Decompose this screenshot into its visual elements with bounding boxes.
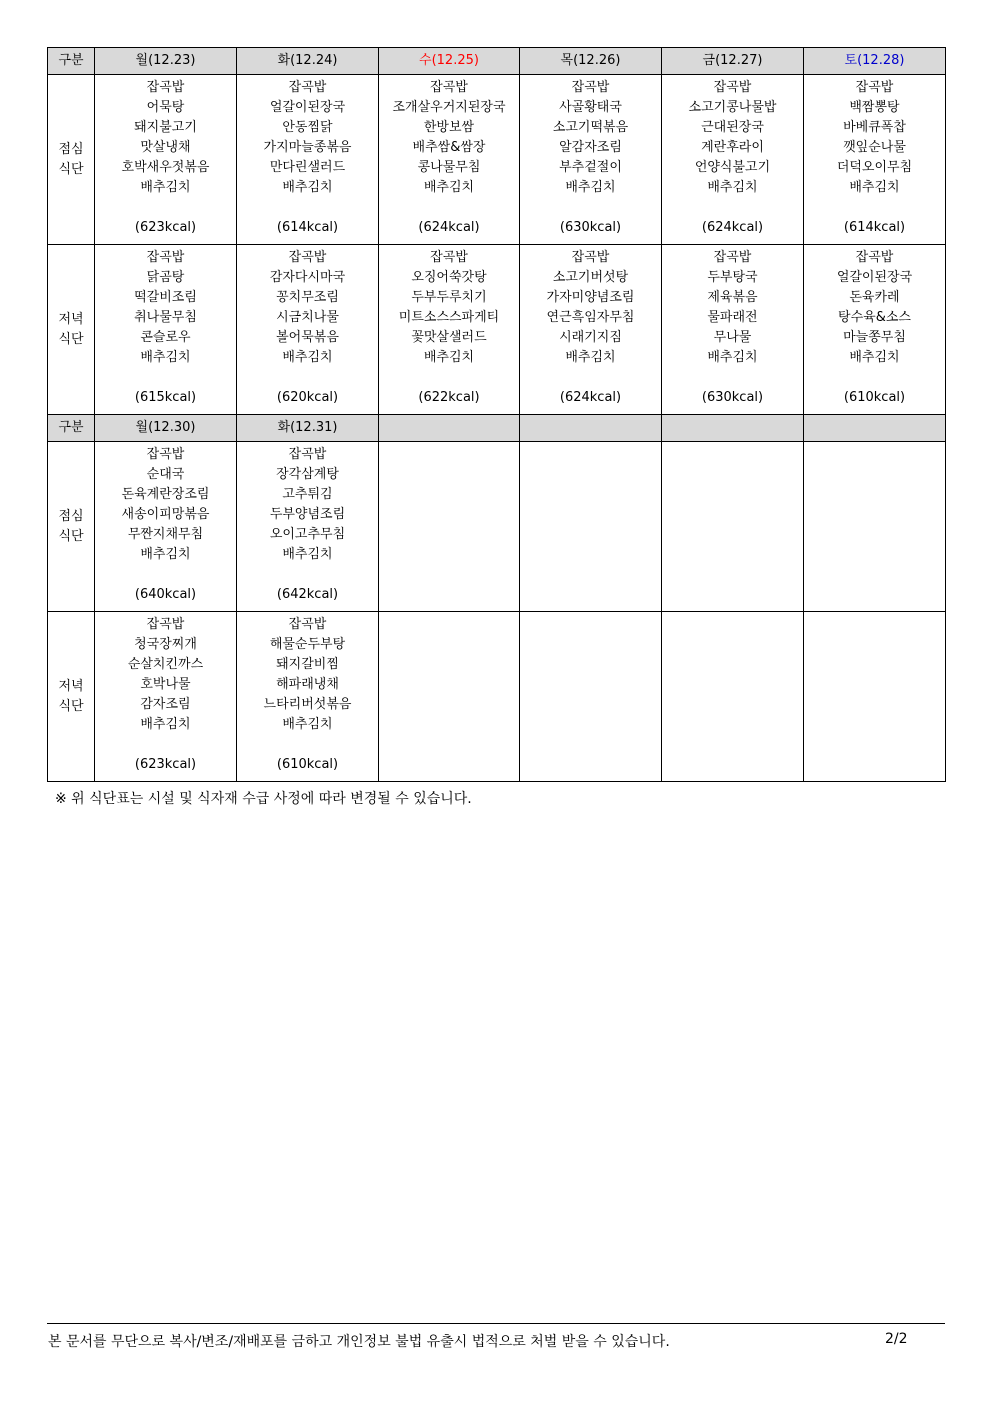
menu-item: 바베큐폭찹 <box>843 120 906 135</box>
dinner-menu-cell <box>379 245 520 415</box>
lunch-row <box>48 442 946 612</box>
lunch-menu-cell <box>804 75 946 245</box>
dinner-row <box>48 612 946 782</box>
menu-item: 물파래전 <box>707 310 758 325</box>
menu-item: 돈육계란장조림 <box>121 487 210 502</box>
menu-item: 잡곡밥 <box>430 250 468 265</box>
menu-item: 새송이피망볶음 <box>121 507 210 522</box>
header-label: 구분 <box>48 48 95 75</box>
menu-item: 배추김치 <box>849 180 900 195</box>
menu-item: 배추김치 <box>140 350 191 365</box>
menu-item: 떡갈비조림 <box>134 290 197 305</box>
footer-divider <box>47 1323 945 1324</box>
calorie-count: (640kcal) <box>134 587 197 602</box>
menu-item: 잡곡밥 <box>288 617 327 632</box>
menu-item: 무짠지채무침 <box>127 527 204 542</box>
calorie-count: (630kcal) <box>701 390 764 405</box>
calorie-count: (622kcal) <box>418 390 480 405</box>
menu-item: 돼지갈비찜 <box>276 657 339 672</box>
menu-item: 백짬뽕탕 <box>849 100 900 115</box>
day-date: 월(12.30) <box>95 415 237 442</box>
menu-item: 꽃맛살샐러드 <box>411 330 487 345</box>
day-date: 화(12.24) <box>237 48 379 75</box>
dinner-menu-cell <box>379 612 520 782</box>
day-date: 화(12.31) <box>237 415 379 442</box>
dinner-label-line: 저녁 <box>58 678 84 694</box>
menu-item: 배추김치 <box>707 350 758 365</box>
menu-item: 잡곡밥 <box>288 250 327 265</box>
day-date: 목(12.26) <box>520 48 662 75</box>
lunch-label-line: 식단 <box>58 161 84 177</box>
menu-item: 마늘쫑무침 <box>843 330 906 345</box>
day-date: 월(12.23) <box>95 48 237 75</box>
menu-item: 가지마늘종볶음 <box>263 140 352 155</box>
lunch-menu-cell <box>520 75 662 245</box>
menu-item: 잡곡밥 <box>713 80 752 95</box>
dinner-menu-cell <box>237 245 379 415</box>
calorie-count: (610kcal) <box>276 757 339 772</box>
menu-item: 고추튀김 <box>282 487 333 502</box>
menu-item: 순대국 <box>146 467 185 482</box>
menu-item: 감자조림 <box>140 697 191 712</box>
menu-item: 배추김치 <box>423 350 475 365</box>
menu-item: 감자다시마국 <box>269 270 346 285</box>
menu-item: 두부두루치기 <box>411 290 487 305</box>
lunch-menu-cell <box>662 442 804 612</box>
menu-item: 얼갈이된장국 <box>269 100 346 115</box>
day-date: 수(12.25) <box>379 48 520 75</box>
menu-item: 잡곡밥 <box>146 80 185 95</box>
dinner-label-line: 식단 <box>58 331 84 347</box>
menu-item: 잡곡밥 <box>146 250 185 265</box>
menu-item: 꽁치무조림 <box>276 290 339 305</box>
menu-item: 알감자조림 <box>559 140 622 155</box>
menu-item: 호박새우젓볶음 <box>121 160 210 175</box>
dinner-menu-cell <box>520 245 662 415</box>
menu-item: 순살치킨까스 <box>127 657 204 672</box>
lunch-row <box>48 75 946 245</box>
calorie-count: (630kcal) <box>559 220 622 235</box>
menu-item: 취나물무침 <box>134 310 197 325</box>
dinner-label-line: 식단 <box>58 698 84 714</box>
menu-item: 배추김치 <box>565 180 616 195</box>
menu-item: 청국장찌개 <box>134 637 197 652</box>
dinner-menu-cell <box>662 245 804 415</box>
week-header-row <box>48 415 946 442</box>
menu-item: 잡곡밥 <box>146 617 185 632</box>
lunch-label-line: 점심 <box>58 508 84 524</box>
menu-item: 무나물 <box>713 330 752 345</box>
menu-item: 돈육카레 <box>849 290 900 305</box>
day-date <box>379 415 520 442</box>
menu-item: 돼지불고기 <box>134 120 197 135</box>
day-date <box>662 415 804 442</box>
menu-item: 배추김치 <box>282 350 333 365</box>
day-date <box>520 415 662 442</box>
menu-item: 잡곡밥 <box>571 80 610 95</box>
menu-item: 배추김치 <box>282 717 333 732</box>
menu-item: 해파래냉채 <box>276 677 339 692</box>
menu-item: 소고기떡볶음 <box>552 120 629 135</box>
menu-item: 탕수육&소스 <box>838 310 911 325</box>
dinner-menu-cell <box>804 245 946 415</box>
lunch-menu-cell <box>237 75 379 245</box>
dinner-row <box>48 245 946 415</box>
menu-item: 닭곰탕 <box>146 270 185 285</box>
footer-text: 본 문서를 무단으로 복사/변조/재배포를 금하고 개인정보 불법 유출시 법적으로 처벌 받을 수 있습니다. <box>48 1334 670 1350</box>
menu-item: 배추김치 <box>423 180 475 195</box>
lunch-menu-cell <box>237 442 379 612</box>
lunch-menu-cell <box>520 442 662 612</box>
menu-item: 콘슬로우 <box>140 330 191 345</box>
dinner-menu-cell <box>237 612 379 782</box>
menu-item: 만다린샐러드 <box>269 160 346 175</box>
lunch-label-line: 식단 <box>58 528 84 544</box>
dinner-menu-cell <box>95 245 237 415</box>
menu-item: 잡곡밥 <box>146 447 185 462</box>
menu-item: 깻잎순나물 <box>843 140 906 155</box>
menu-item: 두부양념조림 <box>269 507 346 522</box>
menu-item: 오징어쑥갓탕 <box>411 270 487 285</box>
menu-item: 어묵탕 <box>146 100 185 115</box>
menu-item: 잡곡밥 <box>855 250 894 265</box>
menu-item: 잡곡밥 <box>430 80 468 95</box>
menu-item: 근대된장국 <box>701 120 764 135</box>
menu-item: 배추김치 <box>565 350 616 365</box>
lunch-label <box>48 442 95 612</box>
menu-item: 배추김치 <box>140 180 191 195</box>
calorie-count: (624kcal) <box>559 390 622 405</box>
menu-item: 호박나물 <box>140 677 191 692</box>
menu-item: 장각삼계탕 <box>276 467 339 482</box>
menu-item: 미트소스스파게티 <box>398 310 500 325</box>
menu-item: 시래기지짐 <box>559 330 622 345</box>
header-label: 구분 <box>48 415 95 442</box>
lunch-menu-cell <box>95 75 237 245</box>
menu-item: 잡곡밥 <box>288 80 327 95</box>
menu-item: 잡곡밥 <box>855 80 894 95</box>
dinner-menu-cell <box>804 612 946 782</box>
calorie-count: (623kcal) <box>134 220 197 235</box>
menu-item: 연근흑임자무침 <box>546 310 635 325</box>
calorie-count: (615kcal) <box>134 390 197 405</box>
menu-item: 계란후라이 <box>701 140 764 155</box>
calorie-count: (642kcal) <box>276 587 339 602</box>
calorie-count: (614kcal) <box>843 220 906 235</box>
menu-item: 조개살우거지된장국 <box>392 100 506 115</box>
lunch-label <box>48 75 95 245</box>
calorie-count: (624kcal) <box>701 220 764 235</box>
menu-item: 안동찜닭 <box>282 120 333 135</box>
lunch-menu-cell <box>379 75 520 245</box>
menu-item: 소고기콩나물밥 <box>688 100 777 115</box>
menu-item: 가자미양념조림 <box>546 290 635 305</box>
calorie-count: (610kcal) <box>843 390 906 405</box>
meal-plan-table <box>47 47 946 782</box>
menu-item: 제육볶음 <box>707 290 758 305</box>
menu-item: 잡곡밥 <box>288 447 327 462</box>
dinner-label-line: 저녁 <box>58 311 84 327</box>
menu-item: 소고기버섯탕 <box>552 270 629 285</box>
calorie-count: (614kcal) <box>276 220 339 235</box>
menu-item: 배추김치 <box>140 547 191 562</box>
dinner-menu-cell <box>520 612 662 782</box>
menu-item: 언양식불고기 <box>694 160 771 175</box>
menu-item: 부추겉절이 <box>559 160 622 175</box>
menu-item: 시금치나물 <box>276 310 339 325</box>
menu-item: 배추김치 <box>707 180 758 195</box>
menu-item: 두부탕국 <box>707 270 758 285</box>
lunch-menu-cell <box>804 442 946 612</box>
lunch-menu-cell <box>379 442 520 612</box>
menu-item: 배추김치 <box>282 547 333 562</box>
menu-item: 사골황태국 <box>559 100 622 115</box>
lunch-menu-cell <box>95 442 237 612</box>
calorie-count: (623kcal) <box>134 757 197 772</box>
menu-item: 한방보쌈 <box>423 120 475 135</box>
calorie-count: (620kcal) <box>276 390 339 405</box>
dinner-label <box>48 245 95 415</box>
week-header-row <box>48 48 946 75</box>
menu-item: 느타리버섯볶음 <box>263 697 352 712</box>
menu-item: 볼어묵볶음 <box>276 330 339 345</box>
menu-item: 배추김치 <box>282 180 333 195</box>
menu-item: 더덕오이무침 <box>836 160 913 175</box>
menu-item: 배추쌈&쌈장 <box>412 140 486 155</box>
lunch-label-line: 점심 <box>58 141 84 157</box>
menu-item: 맛살냉채 <box>140 140 191 155</box>
day-date: 토(12.28) <box>804 48 946 75</box>
day-date <box>804 415 946 442</box>
calorie-count: (624kcal) <box>418 220 480 235</box>
menu-item: 배추김치 <box>140 717 191 732</box>
lunch-menu-cell <box>662 75 804 245</box>
day-date: 금(12.27) <box>662 48 804 75</box>
menu-item: 잡곡밥 <box>713 250 752 265</box>
dinner-menu-cell <box>95 612 237 782</box>
dinner-menu-cell <box>662 612 804 782</box>
dinner-label <box>48 612 95 782</box>
menu-item: 해물순두부탕 <box>269 637 346 652</box>
menu-item: 배추김치 <box>849 350 900 365</box>
menu-item: 잡곡밥 <box>571 250 610 265</box>
notice-text: ※ 위 식단표는 시설 및 식자재 수급 사정에 따라 변경될 수 있습니다. <box>55 791 472 807</box>
menu-item: 오이고추무침 <box>269 527 346 542</box>
page-number: 2/2 <box>885 1331 908 1347</box>
menu-item: 얼갈이된장국 <box>836 270 913 285</box>
menu-item: 콩나물무침 <box>417 160 481 175</box>
